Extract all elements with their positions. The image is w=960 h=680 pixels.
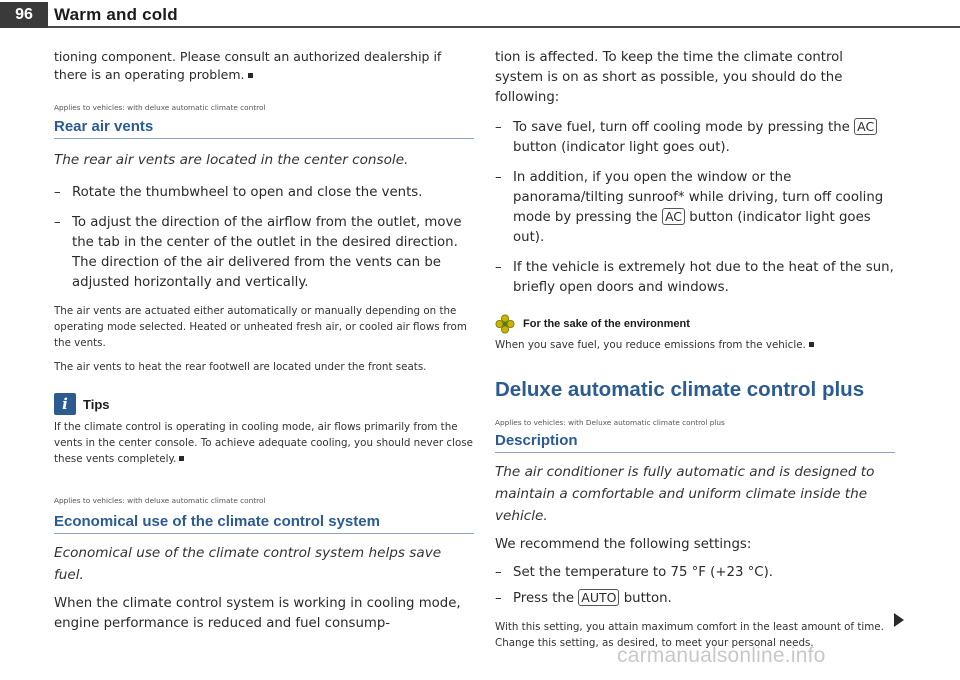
header-rule bbox=[48, 26, 960, 28]
environment-text: When you save fuel, you reduce emissions from the vehicle. bbox=[495, 339, 806, 351]
page-number: 96 bbox=[0, 2, 48, 28]
list-item bbox=[54, 183, 474, 203]
tips-header bbox=[54, 393, 474, 415]
recommend-text: We recommend the following settings: bbox=[495, 537, 752, 552]
rear-vents-applies: Applies to vehicles: with deluxe automatic climate control bbox=[54, 103, 266, 112]
description-lead: The air conditioner is fully automatic and is designed to maintain a comfortable and uniform climate inside the vehicle. bbox=[495, 464, 875, 524]
economical-paragraph: When the climate control system is working in cooling mode, engine performance is reduced and fuel consump- bbox=[54, 596, 461, 631]
bullet-text: button (indicator light goes out). bbox=[513, 210, 871, 245]
continued-paragraph: tion is affected. To keep the time the climate control system is on as short as possible, you should do the following: bbox=[495, 50, 843, 105]
dash-icon: – bbox=[54, 215, 61, 230]
end-mark-icon bbox=[179, 456, 184, 461]
list-item bbox=[495, 563, 895, 583]
dash-icon: – bbox=[495, 120, 502, 135]
rear-vents-heading: Rear air vents bbox=[54, 118, 474, 139]
info-icon: i bbox=[54, 393, 76, 415]
rear-vents-lead: The rear air vents are located in the center console. bbox=[54, 152, 409, 168]
bullet-text: In addition, if you open the window or the panorama/tilting sunroof* while driving, turn off cooling mode by pressing the bbox=[513, 170, 884, 225]
environment-flower-icon bbox=[495, 314, 515, 334]
end-mark-icon bbox=[248, 73, 253, 78]
chapter-title: Warm and cold bbox=[54, 5, 178, 24]
intro-text: tioning component. Please consult an authorized dealership if there is an operating problem. bbox=[54, 49, 442, 82]
deluxe-applies: Applies to vehicles: with Deluxe automatic climate control plus bbox=[495, 418, 725, 427]
list-item bbox=[495, 589, 895, 609]
bullet-text: To adjust the direction of the airflow from the outlet, move the tab in the center of the outlet in the desired direction. The direction of the air delivered from the vents can be adjusted horizontally and vertically. bbox=[72, 215, 462, 290]
rear-vents-paragraph-2: The air vents to heat the rear footwell are located under the front seats. bbox=[54, 361, 427, 373]
bullet-text: Press the bbox=[513, 591, 575, 606]
next-page-arrow-icon bbox=[894, 613, 904, 627]
watermark: carmanualsonline.info bbox=[617, 644, 826, 667]
list-item bbox=[495, 168, 895, 248]
environment-label: For the sake of the environment bbox=[523, 318, 690, 330]
left-column bbox=[54, 48, 474, 634]
dash-icon: – bbox=[495, 565, 502, 580]
tips-paragraph bbox=[54, 419, 474, 467]
bullet-text: To save fuel, turn off cooling mode by pressing the bbox=[513, 120, 850, 135]
economical-heading: Economical use of the climate control system bbox=[54, 513, 474, 534]
list-item bbox=[495, 118, 895, 158]
environment-header bbox=[495, 314, 895, 334]
list-item bbox=[54, 213, 474, 293]
bullet-text: If the vehicle is extremely hot due to the heat of the sun, briefly open doors and windows. bbox=[513, 260, 894, 295]
economical-lead: Economical use of the climate control system helps save fuel. bbox=[54, 545, 442, 583]
dash-icon: – bbox=[495, 170, 502, 185]
environment-paragraph bbox=[495, 337, 895, 353]
closing-paragraph: With this setting, you attain maximum comfort in the least amount of time. Change this setting, as desired, to meet your personal needs. bbox=[495, 621, 884, 649]
bullet-text: Rotate the thumbwheel to open and close the vents. bbox=[72, 185, 423, 200]
auto-key: AUTO bbox=[578, 589, 619, 606]
intro-paragraph bbox=[54, 48, 474, 84]
dash-icon: – bbox=[495, 591, 502, 606]
bullet-text: Set the temperature to 75 °F (+23 °C). bbox=[513, 565, 773, 580]
tips-text: If the climate control is operating in cooling mode, air flows primarily from the vents in the center console. To achieve adequate cooling, you should never close these vents completely. bbox=[54, 421, 473, 465]
dash-icon: – bbox=[495, 260, 502, 275]
right-column bbox=[495, 48, 895, 651]
list-item bbox=[495, 258, 895, 298]
rear-vents-paragraph-1: The air vents are actuated either automatically or manually depending on the operating mode selected. Heated or unheated fresh air, or cooled air flows from the vents. bbox=[54, 305, 467, 349]
description-heading: Description bbox=[495, 432, 895, 453]
deluxe-title: Deluxe automatic climate control plus bbox=[495, 378, 865, 401]
ac-key: AC bbox=[662, 208, 685, 225]
economical-applies: Applies to vehicles: with deluxe automatic climate control bbox=[54, 496, 266, 505]
ac-key: AC bbox=[854, 118, 877, 135]
end-mark-icon bbox=[809, 342, 814, 347]
dash-icon: – bbox=[54, 185, 61, 200]
bullet-text: button. bbox=[623, 591, 672, 606]
bullet-text: button (indicator light goes out). bbox=[513, 140, 730, 155]
tips-label: Tips bbox=[83, 396, 110, 412]
